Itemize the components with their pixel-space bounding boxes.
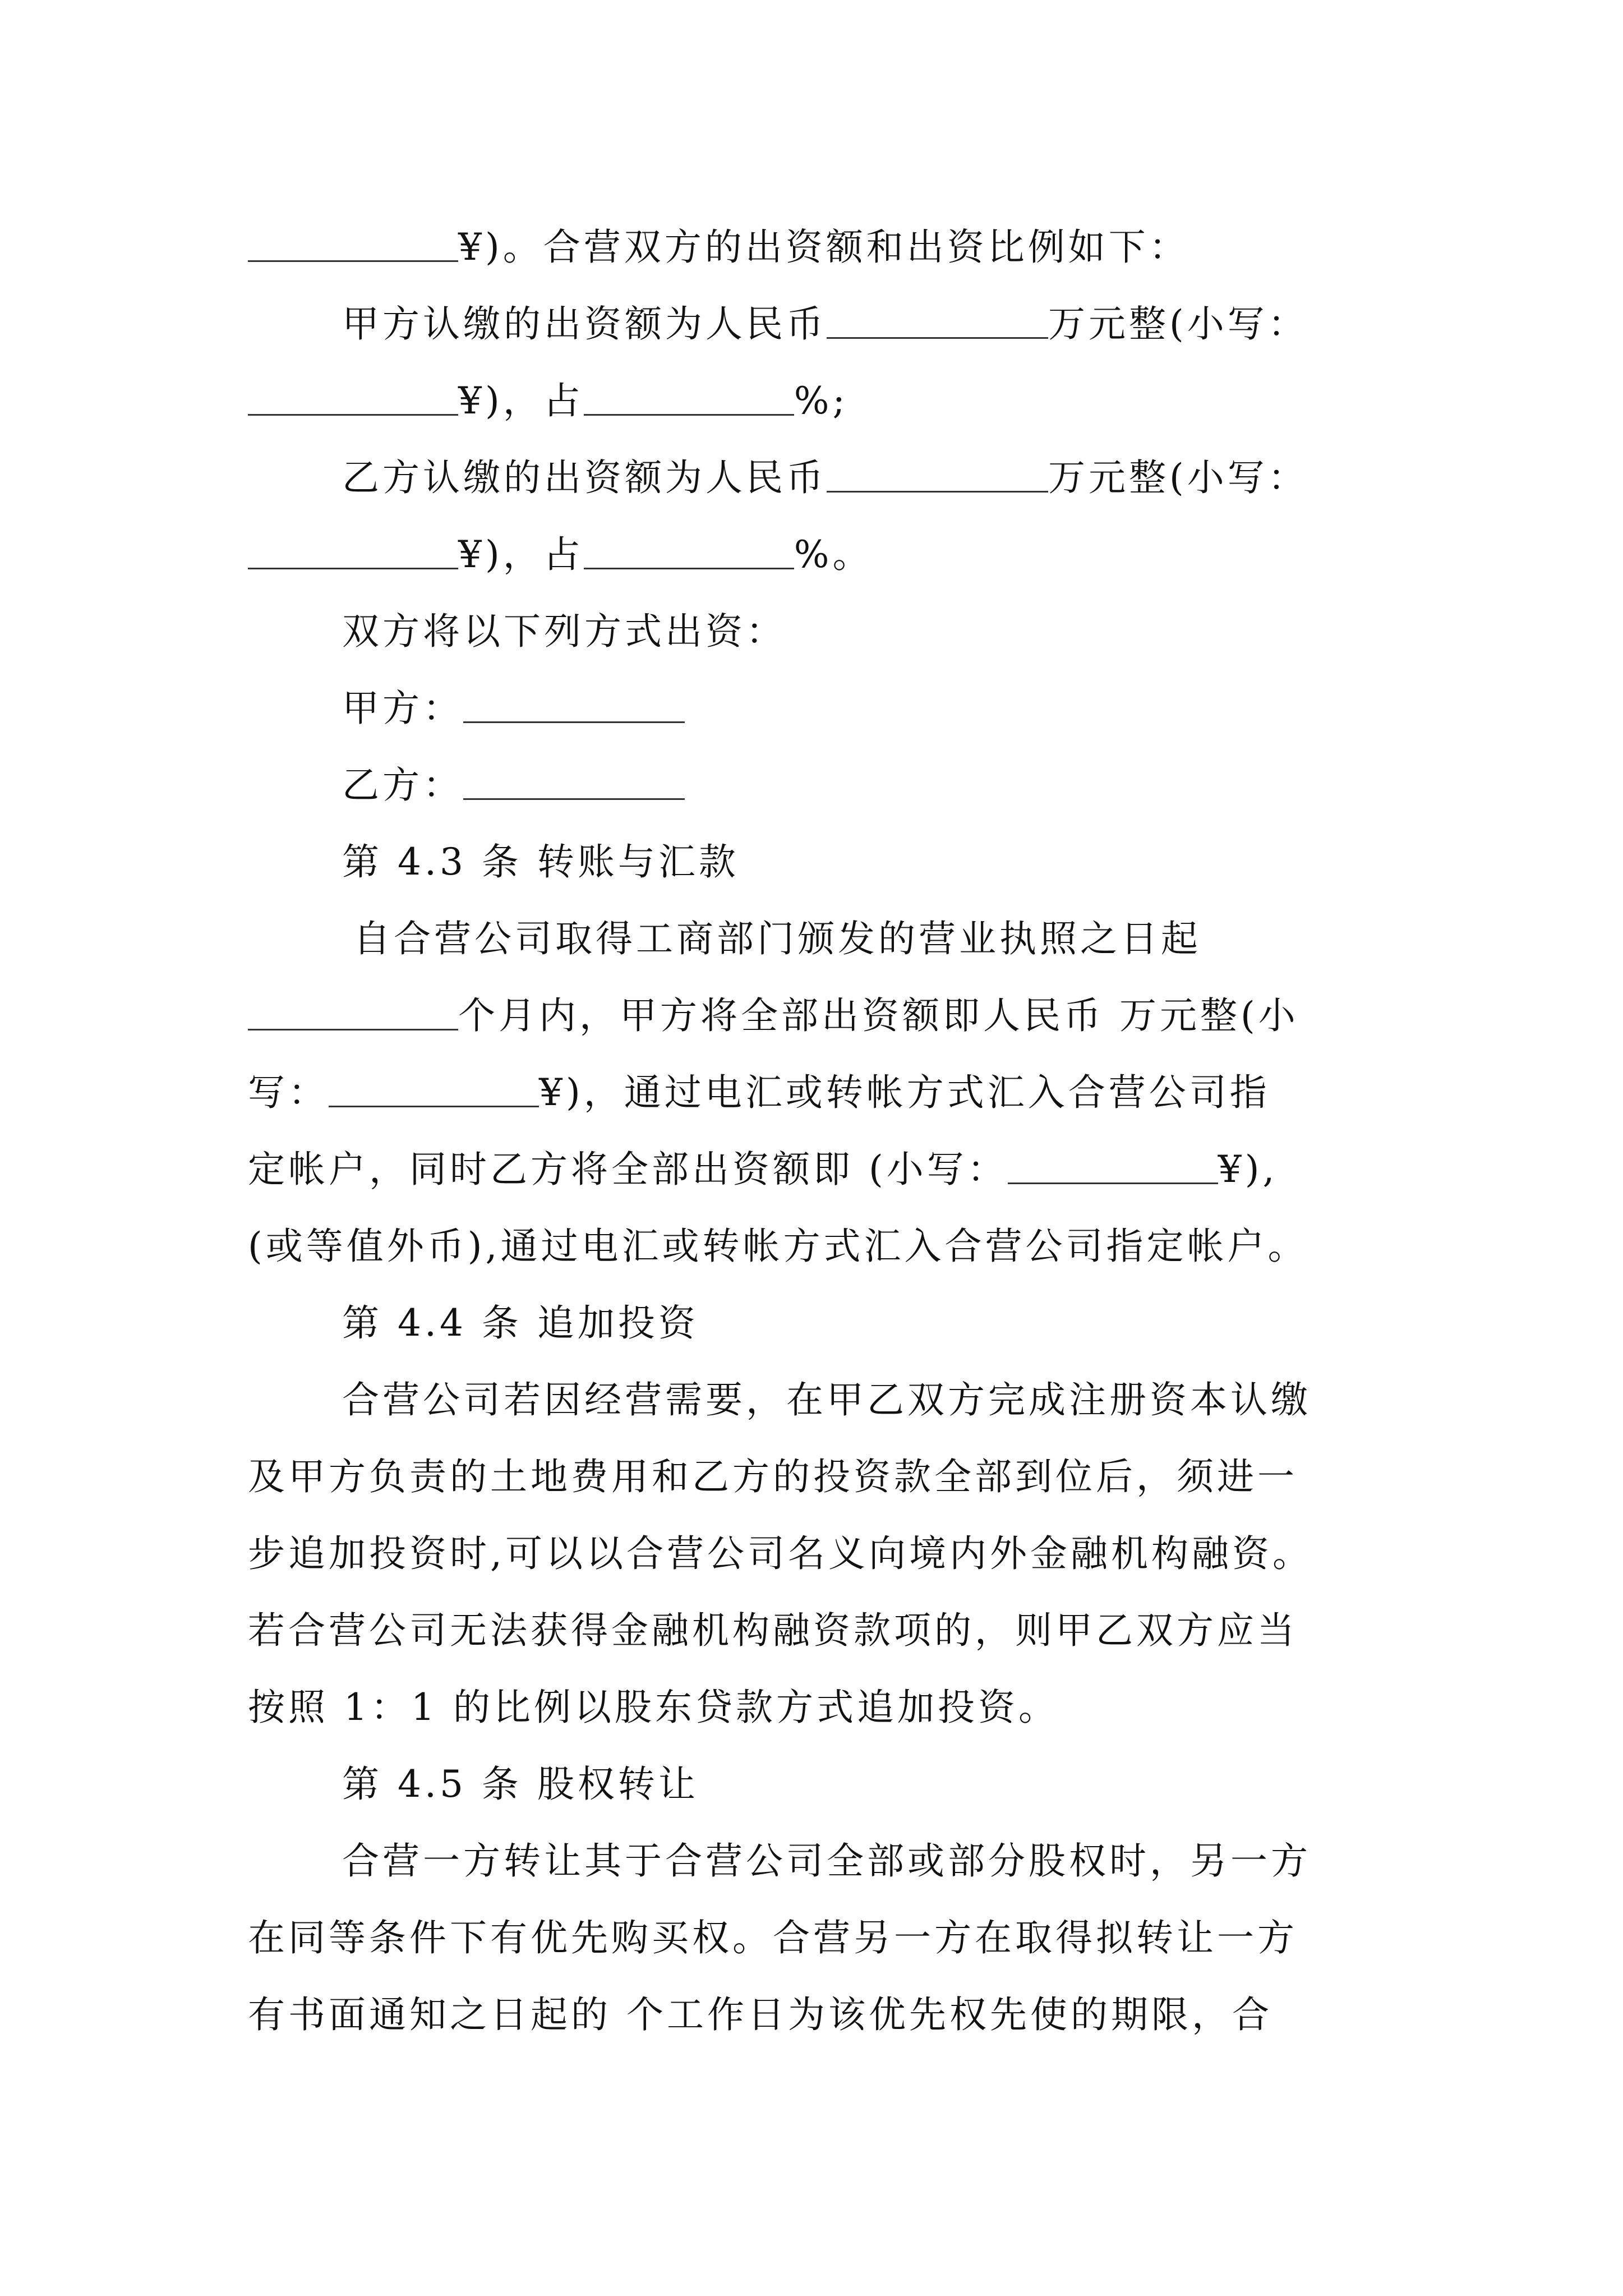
text-line bbox=[248, 439, 1386, 516]
fill-blank bbox=[584, 531, 794, 569]
line-text: %。 bbox=[794, 533, 873, 576]
text-line bbox=[248, 1515, 1386, 1592]
text-line bbox=[248, 593, 1386, 670]
heading-text: 第 4.5 条 股权转让 bbox=[342, 1763, 699, 1806]
text-line bbox=[248, 286, 1386, 362]
fill-blank bbox=[248, 531, 458, 569]
text-line bbox=[248, 362, 1386, 439]
line-text: 按照 1：1 的比例以股东贷款方式追加投资。 bbox=[248, 1686, 1059, 1729]
text-line bbox=[248, 1976, 1386, 2053]
text-line bbox=[248, 1823, 1386, 1899]
text-line bbox=[248, 670, 1386, 747]
line-text: 合营公司若因经营需要，在甲乙双方完成注册资本认缴 bbox=[342, 1378, 1311, 1421]
text-line bbox=[248, 1669, 1386, 1746]
line-text: 定帐户，同时乙方将全部出资额即 (小写： bbox=[248, 1148, 1008, 1191]
line-text: 及甲方负责的土地费用和乙方的投资款全部到位后，须进一 bbox=[248, 1455, 1298, 1498]
heading-text: 第 4.3 条 转账与汇款 bbox=[342, 840, 739, 884]
section-heading bbox=[248, 1746, 1386, 1823]
line-text: ¥)，占 bbox=[458, 533, 584, 576]
line-text: 万元整(小写： bbox=[1048, 456, 1308, 499]
line-text: 甲方： bbox=[342, 687, 463, 730]
text-line bbox=[248, 1438, 1386, 1515]
fill-blank bbox=[248, 377, 458, 416]
text-line bbox=[248, 516, 1386, 593]
line-text: 若合营公司无法获得金融机构融资款项的，则甲乙双方应当 bbox=[248, 1609, 1298, 1652]
line-text: 有书面通知之日起的 个工作日为该优先权先使的期限，合 bbox=[248, 1993, 1272, 2036]
line-text: 步追加投资时,可以以合营公司名义向境内外金融机构融资。 bbox=[248, 1532, 1313, 1575]
line-text: ¥)。合营双方的出资额和出资比例如下： bbox=[458, 226, 1189, 269]
line-text: %; bbox=[794, 379, 849, 422]
fill-blank bbox=[329, 1069, 539, 1107]
fill-blank bbox=[463, 684, 685, 723]
text-line bbox=[248, 900, 1386, 977]
fill-blank bbox=[827, 300, 1048, 339]
fill-blank bbox=[1008, 1145, 1218, 1184]
text-line bbox=[248, 1131, 1386, 1208]
section-heading bbox=[248, 823, 1386, 900]
text-line bbox=[248, 1208, 1386, 1285]
text-line bbox=[248, 1054, 1386, 1131]
line-text: 甲方认缴的出资额为人民币 bbox=[342, 302, 827, 346]
fill-blank bbox=[463, 761, 685, 800]
fill-blank bbox=[827, 454, 1048, 493]
fill-blank bbox=[248, 992, 458, 1030]
line-text: (或等值外币),通过电汇或转帐方式汇入合营公司指定帐户。 bbox=[248, 1225, 1308, 1268]
line-text: ¥), bbox=[1218, 1148, 1278, 1191]
text-line bbox=[248, 209, 1386, 286]
fill-blank bbox=[248, 223, 458, 262]
line-text: 乙方认缴的出资额为人民币 bbox=[342, 456, 827, 499]
line-text: 乙方： bbox=[342, 763, 463, 807]
text-line bbox=[248, 977, 1386, 1054]
line-text: ¥)，通过电汇或转帐方式汇入合营公司指 bbox=[539, 1071, 1270, 1114]
heading-text: 第 4.4 条 追加投资 bbox=[342, 1301, 699, 1345]
line-text: 个月内，甲方将全部出资额即人民币 万元整(小 bbox=[458, 994, 1299, 1037]
line-text: ¥)，占 bbox=[458, 379, 584, 422]
section-heading bbox=[248, 1285, 1386, 1361]
document-body bbox=[248, 209, 1386, 2053]
line-text: 写： bbox=[248, 1071, 329, 1114]
line-text: 合营一方转让其于合营公司全部或部分股权时，另一方 bbox=[342, 1839, 1311, 1883]
text-line bbox=[248, 1899, 1386, 1976]
line-text: 双方将以下列方式出资： bbox=[342, 610, 786, 653]
fill-blank bbox=[584, 377, 794, 416]
text-line bbox=[248, 1361, 1386, 1438]
line-text: 在同等条件下有优先购买权。合营另一方在取得拟转让一方 bbox=[248, 1916, 1298, 1959]
text-line bbox=[248, 1592, 1386, 1669]
text-line bbox=[248, 747, 1386, 823]
line-text: 自合营公司取得工商部门颁发的营业执照之日起 bbox=[353, 917, 1201, 960]
line-text: 万元整(小写： bbox=[1048, 302, 1308, 346]
